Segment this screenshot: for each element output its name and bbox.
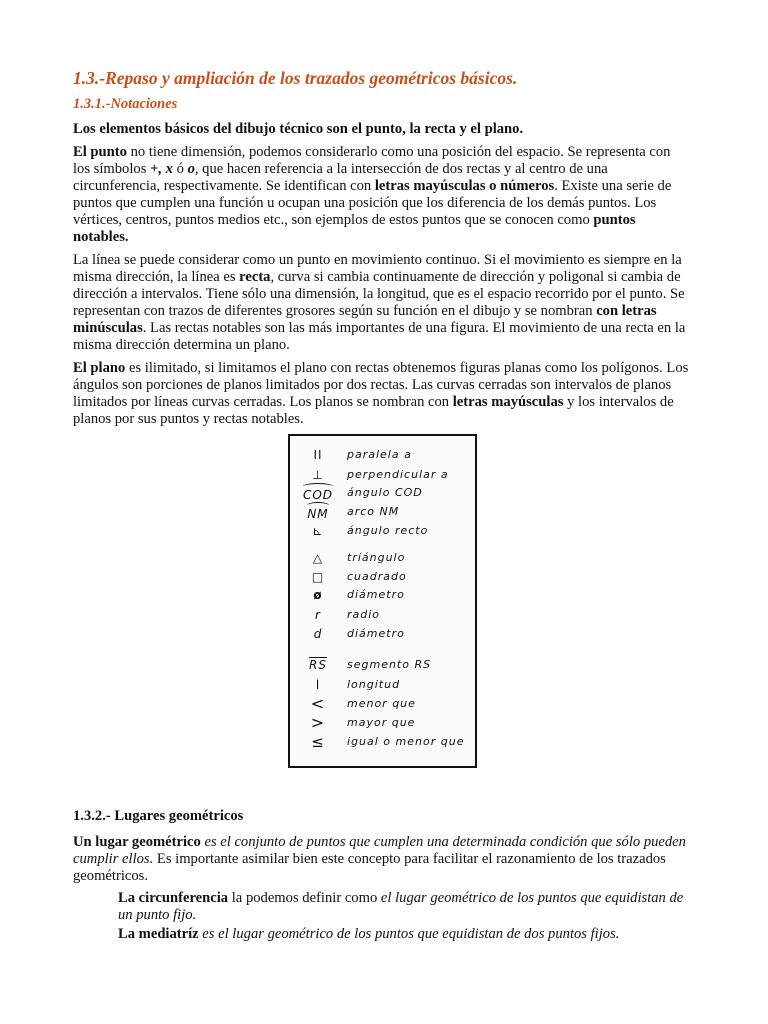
circunferencia-italic: el lugar geométrico de los puntos que equidistan de un punto fijo. [118, 890, 684, 923]
length-symbol: l [315, 678, 321, 692]
punto-text-2: ó [172, 161, 188, 177]
notation-label: menor que [347, 697, 416, 710]
notation-label: igual o menor que [347, 735, 465, 748]
less-or-equal-icon: ≤ [311, 733, 325, 751]
linea-text-3: . Las rectas notables son las más importantes de una figura. El movimiento de una recta en la misma dirección determina un plano. [73, 320, 686, 353]
plano-text-1: es ilimitado, si limitamos el plano con rectas obtenemos figuras planas como los polígonos. Los ángulos son porciones de planos limitados por dos rectas. Las curvas cerradas son intervalos de planos limitados por líneas curvas cerradas. Los planos se nombran con [73, 360, 689, 410]
lugar-paragraph [73, 834, 689, 885]
notation-label: mayor que [347, 716, 416, 729]
punto-bold-2: letras mayúsculas o números [374, 178, 555, 194]
notation-row [290, 568, 475, 586]
circunferencia-paragraph [118, 890, 689, 924]
notation-row [290, 503, 475, 521]
mediatriz-term: La mediatríz [118, 926, 199, 942]
notation-label: arco NM [347, 505, 400, 518]
arc-symbol: NM [307, 503, 328, 523]
punto-term: El punto [73, 144, 127, 160]
plano-paragraph [73, 360, 689, 428]
notation-row [290, 549, 475, 567]
diameter-symbol: d [313, 627, 323, 641]
notation-label: diámetro [347, 627, 405, 640]
circunferencia-text: la podemos definir como [228, 890, 381, 906]
notation-label: triángulo [347, 551, 406, 564]
notation-label: longitud [347, 678, 401, 691]
lugar-term: Un lugar geométrico [73, 834, 201, 850]
circunferencia-term: La circunferencia [118, 890, 229, 906]
notation-label: segmento RS [347, 658, 432, 671]
notation-row [290, 586, 475, 604]
notation-row [290, 606, 475, 624]
diameter-icon: ø [313, 588, 323, 602]
notation-row [290, 484, 475, 502]
section-heading: 1.3.-Repaso y ampliación de los trazados geométricos básicos. [73, 68, 518, 88]
notation-table-figure [288, 434, 477, 768]
mediatriz-paragraph [118, 926, 689, 943]
section-2-heading: 1.3.2.- Lugares geométricos [73, 808, 244, 824]
plano-text-2: y los intervalos de planos por sus puntos y rectas notables. [73, 394, 674, 427]
angle-arc-symbol: COD [303, 484, 333, 504]
notation-row [290, 656, 475, 674]
plano-bold-2: letras mayúsculas [452, 394, 564, 410]
perpendicular-icon: ⊥ [312, 468, 324, 482]
punto-text-1: no tiene dimensión, podemos considerarlo como una posición del espacio. Se representa con los símbolos [73, 144, 671, 177]
segment-symbol: $\overline{RS}$ [309, 658, 327, 672]
notation-row [290, 466, 475, 484]
less-than-icon: < [310, 694, 326, 713]
notation-symbol [298, 484, 338, 504]
notation-label: cuadrado [347, 570, 407, 583]
notation-label: radio [347, 608, 381, 621]
notation-row [290, 676, 475, 694]
subsection-heading: 1.3.1.-Notaciones [73, 96, 178, 112]
notation-row [290, 446, 475, 464]
square-icon: □ [311, 570, 325, 584]
triangle-icon: △ [312, 551, 324, 565]
intro-paragraph: Los elementos básicos del dibujo técnico son el punto, la recta y el plano. [73, 121, 524, 137]
notation-row [290, 522, 475, 540]
notation-label: perpendicular a [347, 468, 449, 481]
plano-term: El plano [73, 360, 126, 376]
notation-label: ángulo recto [347, 524, 429, 537]
lugar-text: Es importante asimilar bien este concepto para facilitar el razonamiento de los trazados geométricos. [73, 851, 666, 884]
notation-symbol [298, 503, 338, 523]
greater-than-icon: > [310, 713, 326, 732]
notation-row [290, 625, 475, 643]
punto-symbol-o: o [187, 161, 195, 177]
notation-label: diámetro [347, 588, 405, 601]
punto-text-4: . Existe una serie de puntos que cumplen una función u ocupan una posición que los diferencia de los demás puntos. Los vértices, centros, puntos medios etc., son ejemplos de estos puntos que se conocen como [73, 178, 672, 228]
notation-row [290, 695, 475, 713]
notation-row [290, 714, 475, 732]
linea-text-2: , curva si cambia continuamente de dirección y poligonal si cambia de dirección a intervalos. Tiene sólo una dimensión, la longitud, que es el espacio recorrido por el punto. Se representan con trazos de diferentes grosores según su función en el dibujo y se nombran [73, 269, 685, 319]
mediatriz-italic: es el lugar geométrico de los puntos que equidistan de dos puntos fijos. [198, 926, 620, 942]
punto-text-3: , que hacen referencia a la intersección de dos rectas y al centro de una circunferencia, respectivamente. Se identifican con [73, 161, 608, 194]
linea-bold-1: recta [239, 269, 271, 285]
right-angle-icon: ⊾ [312, 524, 324, 538]
punto-bold-3: puntos notables. [73, 212, 636, 245]
lugar-italic: es el conjunto de puntos que cumplen una determinada condición que sólo pueden cumplir ellos. [73, 834, 686, 867]
notation-label: paralela a [347, 448, 412, 461]
radius-symbol: r [315, 608, 321, 622]
punto-symbols: +, x [150, 161, 173, 177]
notation-label: ángulo COD [347, 486, 423, 499]
punto-paragraph [73, 144, 689, 246]
notation-row [290, 733, 475, 751]
linea-paragraph [73, 252, 689, 354]
parallel-icon: II [313, 448, 323, 462]
linea-text-1: La línea se puede considerar como un punto en movimiento continuo. Si el movimiento es siempre en la misma dirección, la línea es [73, 252, 682, 285]
linea-bold-2: con letras minúsculas [73, 303, 657, 336]
